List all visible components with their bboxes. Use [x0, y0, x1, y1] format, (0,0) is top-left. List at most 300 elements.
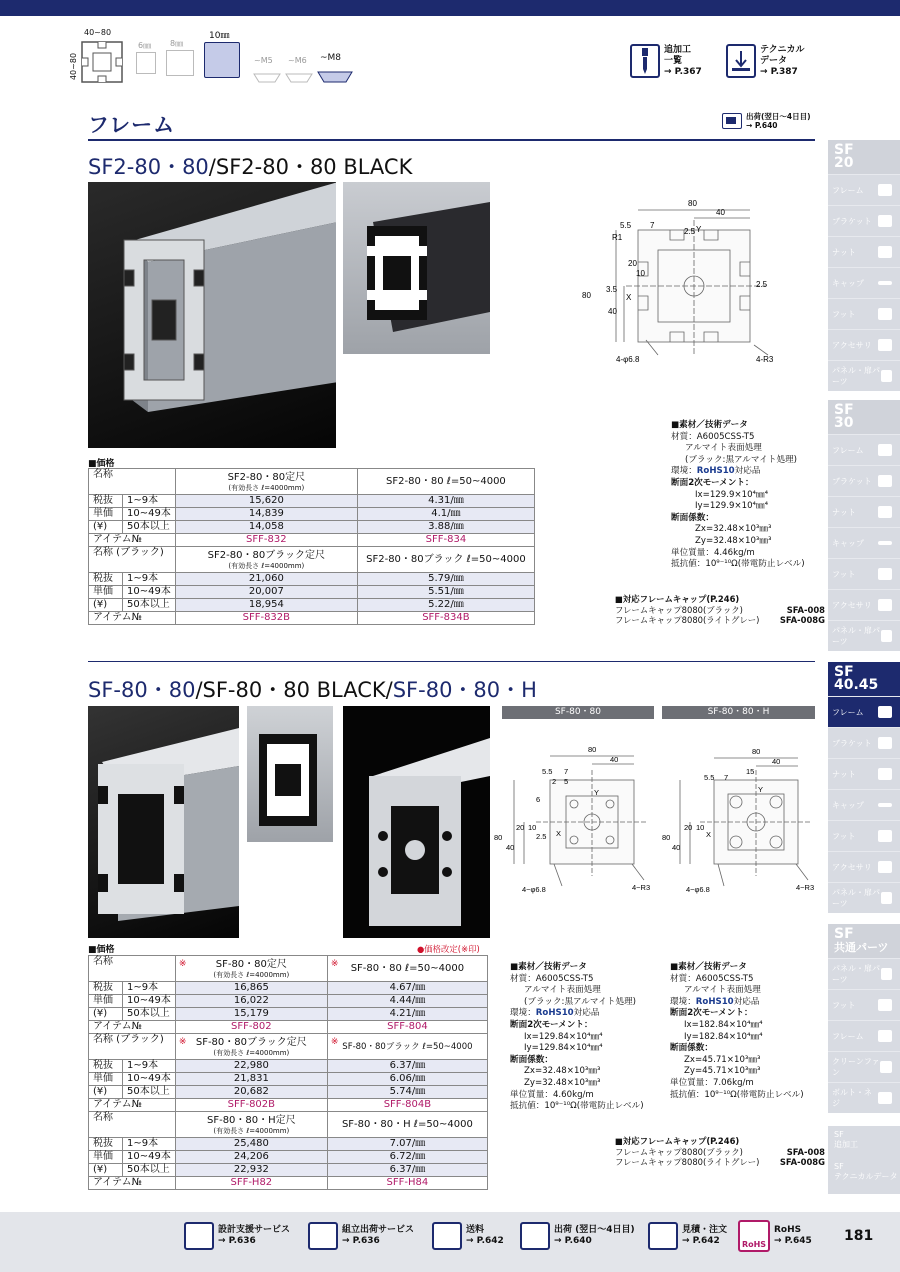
side-item[interactable] — [828, 589, 900, 620]
tech-env-label: 環境： — [510, 1008, 536, 1019]
tech-moment: 断面2次モーメント： — [671, 477, 754, 488]
item-number[interactable]: SFF-804 — [327, 1021, 487, 1034]
ref-technical-data[interactable] — [726, 44, 804, 78]
group-line1: SF — [834, 926, 854, 942]
side-item-label: フット — [832, 569, 856, 579]
row-label: (¥) — [89, 599, 123, 612]
item-number[interactable]: SFF-832 — [175, 534, 357, 547]
axis-y: Y — [758, 785, 764, 794]
cap-icon — [878, 803, 892, 807]
tech-resist: 抵抗値：10⁹⁻¹⁰Ω(帯電防止レベル) — [671, 559, 805, 570]
side-item[interactable] — [828, 558, 900, 589]
col-cut-header-black — [327, 1034, 487, 1060]
footer-page: → P.636 — [218, 1236, 256, 1246]
item-number[interactable]: SFF-832B — [175, 612, 357, 625]
footer-shipping-fee[interactable] — [432, 1222, 504, 1250]
row-range: 1~9本 — [123, 1138, 176, 1151]
price-fixed: 20,682 — [175, 1086, 327, 1099]
revision-mark: ※ — [178, 959, 187, 969]
side-item[interactable] — [828, 465, 900, 496]
tech-zx: Zx=32.48×10³㎜³ — [695, 524, 772, 535]
price-fixed: 25,480 — [175, 1138, 327, 1151]
price-fixed: 21,060 — [175, 573, 357, 586]
cap-item[interactable]: SFA-008G — [779, 615, 825, 626]
product2-tech-data-b — [670, 962, 820, 1101]
price-cut: 6.37/㎜ — [327, 1164, 487, 1177]
dim-hole: 4−φ6.8 — [522, 885, 546, 894]
dim-height: 80 — [494, 833, 503, 842]
row-label: 税抜 — [89, 982, 123, 995]
panel-icon — [881, 370, 892, 382]
side-item-label: フレーム — [832, 185, 864, 195]
side-group-title — [828, 924, 900, 958]
tech-mass: 単位質量：4.46kg/m — [671, 547, 755, 558]
side-item[interactable] — [828, 989, 900, 1020]
dim-7: 7 — [564, 767, 569, 776]
dim-height-half: 40 — [506, 843, 515, 852]
price-fixed: 15,620 — [175, 495, 357, 508]
tech-resist: 抵抗値：10⁹⁻¹⁰Ω(帯電防止レベル) — [510, 1101, 644, 1112]
product2-price-label: ■価格 — [88, 945, 115, 955]
price-fixed: 16,865 — [175, 982, 327, 995]
col-fixed-header — [175, 956, 327, 982]
foot-icon — [878, 999, 892, 1011]
name-header-black: 名称 (ブラック) — [89, 547, 176, 573]
cap-item[interactable]: SFA-008 — [786, 1146, 825, 1157]
bracket-icon — [878, 475, 892, 487]
product1-caps — [615, 594, 825, 626]
side-item[interactable] — [828, 758, 900, 789]
slot-height-label: 40~80 — [69, 52, 79, 81]
footer-page: → P.640 — [554, 1236, 592, 1246]
side-index-sf20[interactable] — [828, 140, 900, 391]
cap-item[interactable]: SFA-008 — [786, 604, 825, 615]
product1-title — [88, 151, 412, 181]
dim-35: 3.5 — [606, 285, 618, 294]
row-range: 1~9本 — [123, 982, 176, 995]
product1-title-sep: / — [208, 155, 216, 179]
item-label: アイテム№ — [89, 1021, 176, 1034]
ref2-line2: データ — [760, 55, 788, 66]
ref2-line1: テクニカル — [760, 44, 805, 55]
nut-icon — [878, 768, 892, 780]
group-line2: 30 — [834, 415, 854, 431]
truck-icon — [722, 113, 742, 129]
footer-rohs[interactable] — [738, 1220, 812, 1252]
side-item[interactable] — [828, 174, 900, 205]
price-cut: 4.1/㎜ — [357, 508, 534, 521]
name-header-black: 名称 (ブラック) — [89, 1034, 176, 1060]
price-cut: 4.21/㎜ — [327, 1008, 487, 1021]
cap-name: フレームキャップ8080(ライトグレー) — [615, 1157, 760, 1168]
product1-title-a: SF2-80・80 — [88, 155, 209, 179]
row-label: 単価 — [89, 1073, 123, 1086]
drill-icon — [630, 44, 660, 78]
dim-height: 80 — [582, 291, 591, 300]
truck-icon — [432, 1222, 462, 1250]
dim-25-right: 2.5 — [756, 280, 768, 289]
row-range: 10~49本 — [123, 508, 176, 521]
nut-icons — [252, 66, 356, 86]
ship-note-text: 出荷(翌日〜4日目) — [746, 112, 811, 121]
name-header-heavy: 名称 — [89, 1112, 176, 1138]
footer-assembly-service[interactable] — [308, 1222, 414, 1250]
frame-icon — [878, 706, 892, 718]
row-label: (¥) — [89, 521, 123, 534]
item-number[interactable]: SFF-H84 — [327, 1177, 487, 1190]
col-fixed-sub-black: (有効長さ ℓ=4000mm) — [213, 1048, 290, 1057]
side-item[interactable] — [828, 527, 900, 558]
tech-resist: 抵抗値：10⁹⁻¹⁰Ω(帯電防止レベル) — [670, 1089, 804, 1100]
price-fixed: 22,932 — [175, 1164, 327, 1177]
ref1-line2: 一覧 — [664, 55, 683, 66]
col-fixed-sub-black: (有効長さ ℓ=4000mm) — [228, 561, 305, 570]
tech-zy: Zy=32.48×10³㎜³ — [524, 1077, 601, 1088]
side-item[interactable] — [828, 205, 900, 236]
footer-label: 見積・注文 — [682, 1225, 728, 1235]
dim-20: 20 — [628, 259, 637, 268]
dim-r3: 4−R3 — [796, 883, 815, 892]
row-label: (¥) — [89, 1164, 123, 1177]
row-label: 単価 — [89, 1151, 123, 1164]
col-cut-title: SF-80・80 ℓ=50~4000 — [350, 962, 465, 974]
bracket-icon — [878, 215, 892, 227]
ref1-page: → P.367 — [664, 66, 702, 77]
side-item[interactable] — [828, 298, 900, 329]
tech-coef: 断面係数： — [670, 1043, 713, 1054]
product2-photo-black — [247, 706, 333, 842]
side-item[interactable] — [828, 329, 900, 360]
side-item[interactable] — [828, 820, 900, 851]
row-range: 10~49本 — [123, 1073, 176, 1086]
tech-rohs-tail: 対応品 — [733, 996, 760, 1007]
item-number[interactable]: SFF-H82 — [175, 1177, 327, 1190]
box-truck-icon — [520, 1222, 550, 1250]
side-item[interactable] — [828, 267, 900, 298]
bolt-icon — [878, 1092, 892, 1104]
dim-width: 80 — [588, 745, 597, 754]
axis-x: X — [556, 829, 562, 838]
side-item-active[interactable] — [828, 696, 900, 727]
price-cut: 6.72/㎜ — [327, 1151, 487, 1164]
group-line1: SF — [834, 1130, 844, 1139]
row-label: 税抜 — [89, 1138, 123, 1151]
tech-mass: 単位質量：7.06kg/m — [670, 1077, 754, 1088]
dim-r3: 4-R3 — [756, 355, 774, 364]
col-fixed-sub: (有効長さ ℓ=4000mm) — [213, 970, 290, 979]
side-item[interactable] — [828, 1051, 900, 1082]
dim-width-half: 40 — [772, 757, 781, 766]
dim-r3: 4−R3 — [632, 883, 651, 892]
row-range: 10~49本 — [123, 1151, 176, 1164]
footer-label: 設計支援サービス — [218, 1225, 291, 1235]
item-label: アイテム№ — [89, 612, 176, 625]
dim-25-top: 2.5 — [684, 227, 696, 236]
price-cut: 5.79/㎜ — [357, 573, 534, 586]
product1-cross-section-drawing — [576, 190, 796, 380]
footer-quote-order[interactable] — [648, 1222, 727, 1250]
group-line1: SF — [834, 142, 854, 158]
price-cut: 5.51/㎜ — [357, 586, 534, 599]
dim-20: 20 — [684, 823, 693, 832]
row-label: (¥) — [89, 1008, 123, 1021]
price-cut: 6.06/㎜ — [327, 1073, 487, 1086]
name-header: 名称 — [89, 469, 176, 495]
name-header: 名称 — [89, 956, 176, 982]
dim-width: 80 — [752, 747, 761, 756]
ref1-line1: 追加工 — [664, 44, 692, 55]
product2-title-a: SF-80・80 — [88, 678, 196, 702]
item-label: アイテム№ — [89, 1177, 176, 1190]
tech-ix: Ix=182.84×10⁴㎜⁴ — [684, 1019, 763, 1030]
tech-zx: Zx=45.71×10³㎜³ — [684, 1054, 761, 1065]
axis-x: X — [626, 293, 632, 302]
item-number[interactable]: SFF-834 — [357, 534, 534, 547]
tech-env-label: 環境： — [670, 996, 696, 1007]
axis-y: Y — [594, 788, 600, 797]
side-item-label: パネル・扉パーツ — [832, 626, 880, 646]
side-item-label: ナット — [832, 769, 856, 779]
col-cut-title-black: SF-80・80ブラック ℓ=50~4000 — [342, 1041, 473, 1052]
tech-coef: 断面係数： — [671, 512, 714, 523]
col-fixed-header — [175, 469, 357, 495]
tech-surface: アルマイト表面処理 — [684, 985, 761, 996]
dim-10: 10 — [696, 823, 705, 832]
dim-r1: R1 — [612, 233, 623, 242]
side-item[interactable] — [828, 1082, 900, 1113]
col-fixed-title-heavy: SF-80・80・H定尺 — [206, 1114, 296, 1126]
group-line2: 20 — [834, 155, 854, 171]
dim-hole: 4−φ6.8 — [686, 885, 710, 894]
product1-price-label: ■価格 — [88, 459, 115, 469]
price-cut: 4.44/㎜ — [327, 995, 487, 1008]
footer-page: → P.645 — [774, 1236, 812, 1246]
col-fixed-title: SF-80・80定尺 — [215, 958, 287, 970]
side-item[interactable] — [828, 1020, 900, 1051]
dim-20: 20 — [516, 823, 525, 832]
caps-heading: ■対応フレームキャップ(P.246) — [615, 1136, 740, 1146]
side-item[interactable] — [828, 789, 900, 820]
item-number[interactable]: SFF-804B — [327, 1099, 487, 1112]
price-fixed: 24,206 — [175, 1151, 327, 1164]
row-range: 10~49本 — [123, 995, 176, 1008]
row-range: 50本以上 — [123, 1164, 176, 1177]
side-item-label: キャップ — [832, 538, 864, 548]
product2-photo-silver — [88, 706, 239, 938]
dim-width: 80 — [688, 199, 697, 208]
revision-mark: ※ — [178, 1037, 187, 1047]
dim-15: 15 — [746, 767, 755, 776]
section-title: フレーム — [88, 113, 176, 137]
row-range: 50本以上 — [123, 1086, 176, 1099]
accessory-icon — [878, 599, 892, 611]
group-line2: テクニカルデータ — [834, 1172, 898, 1181]
footer-label: 送料 — [466, 1225, 485, 1235]
panel-icon — [881, 892, 892, 904]
col-cut-header — [327, 956, 487, 982]
product1-tech-data — [671, 420, 821, 571]
dim-width-half: 40 — [716, 208, 725, 217]
side-index-technical[interactable] — [828, 1158, 900, 1194]
tech-heading: ■素材／技術データ — [671, 420, 748, 430]
item-label: アイテム№ — [89, 1099, 176, 1112]
side-item-label: パネル・扉パーツ — [832, 366, 880, 386]
side-item-label: パネル・扉パーツ — [832, 888, 880, 908]
drawing-header-a: SF-80・80 — [502, 706, 654, 719]
tech-heading: ■素材／技術データ — [510, 962, 587, 972]
tech-rohs: RoHS10 — [696, 466, 735, 477]
side-item-label: キャップ — [832, 800, 864, 810]
dim-width-half: 40 — [610, 755, 619, 764]
side-item-label: フット — [832, 1000, 856, 1010]
col-cut-header-heavy: SF-80・80・H ℓ=50~4000 — [327, 1112, 487, 1138]
product2-photo-heavy — [343, 706, 490, 938]
side-index-machining[interactable] — [828, 1126, 900, 1158]
nut-icon — [878, 246, 892, 258]
row-label: (¥) — [89, 1086, 123, 1099]
slot-size-diagram — [64, 28, 364, 88]
price-fixed: 21,831 — [175, 1073, 327, 1086]
frame-icon — [878, 444, 892, 456]
product1-price-table — [88, 468, 535, 625]
item-number[interactable]: SFF-802B — [175, 1099, 327, 1112]
product1-photo-silver — [88, 182, 336, 448]
thread-m8: ~M8 — [320, 53, 342, 63]
product2-sep2: / — [385, 678, 393, 702]
document-icon — [648, 1222, 678, 1250]
axis-y: Y — [696, 225, 702, 234]
side-item-label: ブラケット — [832, 216, 872, 226]
dim-7: 7 — [724, 773, 729, 782]
side-item-label: フレーム — [832, 707, 864, 717]
group-line2: 40.45 — [834, 677, 879, 693]
side-item[interactable] — [828, 958, 900, 989]
ship-note[interactable] — [722, 112, 811, 130]
side-item[interactable] — [828, 496, 900, 527]
ref-additional-machining[interactable] — [630, 44, 702, 78]
row-label: 税抜 — [89, 495, 123, 508]
tech-mass: 単位質量：4.60kg/m — [510, 1089, 594, 1100]
side-index-common[interactable] — [828, 924, 900, 1113]
price-cut: 3.88/㎜ — [357, 521, 534, 534]
cap-icon — [878, 281, 892, 285]
tech-env — [510, 1008, 658, 1020]
row-range: 1~9本 — [123, 1060, 176, 1073]
side-item[interactable] — [828, 620, 900, 651]
col-fixed-title-black: SF2-80・80ブラック定尺 — [207, 549, 325, 561]
item-number[interactable]: SFF-802 — [175, 1021, 327, 1034]
side-item-label: ナット — [832, 507, 856, 517]
side-index-sf4045[interactable] — [828, 662, 900, 913]
row-label: 単価 — [89, 586, 123, 599]
slot-size-6: 6㎜ — [138, 41, 152, 50]
profile-icon — [80, 40, 124, 84]
price-cut: 5.74/㎜ — [327, 1086, 487, 1099]
side-item[interactable] — [828, 727, 900, 758]
tech-ix: Ix=129.84×10⁴㎜⁴ — [524, 1031, 603, 1042]
side-item[interactable] — [828, 882, 900, 913]
col-fixed-header-black — [175, 547, 357, 573]
price-fixed: 18,954 — [175, 599, 357, 612]
side-item[interactable] — [828, 434, 900, 465]
dim-25: 2.5 — [536, 832, 547, 841]
tech-env-label: 環境： — [671, 466, 697, 477]
product2-price-table — [88, 955, 488, 1190]
dim-6: 6 — [536, 795, 541, 804]
side-item-label: フット — [832, 831, 856, 841]
nut-icon — [878, 506, 892, 518]
price-fixed: 14,839 — [175, 508, 357, 521]
axis-x: X — [706, 830, 712, 839]
side-item-label: クリーンファン — [832, 1057, 880, 1077]
thread-m6: ~M6 — [288, 56, 307, 65]
footer-page: → P.642 — [682, 1236, 720, 1246]
side-item-label: アクセサリ — [832, 600, 872, 610]
group-line1: SF — [834, 664, 854, 680]
row-label: 単価 — [89, 995, 123, 1008]
technical-data-icon — [726, 44, 756, 78]
product1-title-b: SF2-80・80 BLACK — [215, 155, 413, 179]
tech-env — [671, 466, 821, 478]
group-line2: 共通パーツ — [834, 941, 889, 954]
slot-width-label: 40~80 — [84, 28, 112, 37]
side-index-sf30[interactable] — [828, 400, 900, 651]
slot-8-icon — [166, 50, 194, 76]
side-item-label: フット — [832, 309, 856, 319]
price-fixed: 16,022 — [175, 995, 327, 1008]
side-item-label: ボルト・ネジ — [832, 1088, 872, 1108]
price-revision-note: ●価格改定(※印) — [417, 944, 480, 954]
cap-name: フレームキャップ8080(ブラック) — [615, 604, 743, 615]
footer-design-support[interactable] — [184, 1222, 290, 1250]
accessory-icon — [878, 861, 892, 873]
page-number: 181 — [844, 1228, 874, 1244]
slot-10-icon — [204, 42, 240, 78]
ship-note-page: → P.640 — [746, 121, 778, 130]
dim-55: 5.5 — [620, 221, 632, 230]
side-item[interactable] — [828, 360, 900, 391]
revision-mark: ※ — [330, 1037, 339, 1047]
price-cut: 5.22/㎜ — [357, 599, 534, 612]
side-item[interactable] — [828, 851, 900, 882]
price-fixed: 20,007 — [175, 586, 357, 599]
tech-zx: Zx=32.48×10³㎜³ — [524, 1066, 601, 1077]
row-range: 50本以上 — [123, 599, 176, 612]
col-cut-header-black: SF2-80・80ブラック ℓ=50~4000 — [357, 547, 534, 573]
dim-2: 2 — [552, 777, 557, 786]
tech-env — [670, 997, 820, 1009]
panel-icon — [881, 630, 892, 642]
item-number[interactable]: SFF-834B — [357, 612, 534, 625]
row-label: 単価 — [89, 508, 123, 521]
dim-5: 5 — [564, 777, 569, 786]
tech-zy: Zy=32.48×10³㎜³ — [695, 535, 772, 546]
thread-m5: ~M5 — [254, 56, 273, 65]
col-fixed-header-heavy — [175, 1112, 327, 1138]
tech-rohs: RoHS10 — [695, 996, 734, 1007]
footer-shipping-days[interactable] — [520, 1222, 635, 1250]
cap-item[interactable]: SFA-008G — [779, 1157, 825, 1168]
side-item[interactable] — [828, 236, 900, 267]
tech-rohs-tail: 対応品 — [573, 1008, 600, 1019]
tech-moment: 断面2次モーメント： — [670, 1008, 753, 1019]
row-range: 10~49本 — [123, 586, 176, 599]
fan-icon — [880, 1061, 892, 1073]
product2-title-b: SF-80・80 BLACK — [202, 678, 386, 702]
cap-name: フレームキャップ8080(ブラック) — [615, 1146, 743, 1157]
slot-size-10: 10㎜ — [209, 31, 230, 41]
row-range: 1~9本 — [123, 573, 176, 586]
